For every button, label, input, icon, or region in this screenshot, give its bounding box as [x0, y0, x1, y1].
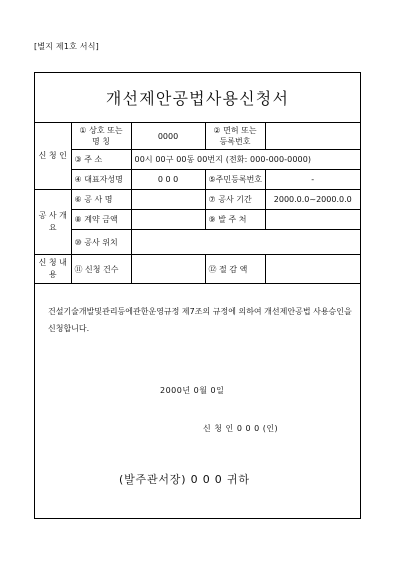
applicant-section-label: 신 청 인	[35, 123, 71, 190]
license-number-value[interactable]	[265, 123, 360, 150]
company-name-label	[71, 123, 131, 150]
application-date: 2000년 0월 0일	[160, 386, 225, 395]
company-name-label-line2: 명 칭	[92, 137, 110, 146]
ordering-agency-value[interactable]	[265, 210, 360, 230]
contract-amount-label: ⑧ 계약 금액	[71, 210, 131, 230]
ordering-agency-label: ⑨ 발 주 처	[205, 210, 265, 230]
construction-section-label: 공 사 개 요	[35, 190, 71, 255]
project-name-value[interactable]	[131, 190, 205, 210]
construction-location-value[interactable]	[131, 230, 360, 255]
construction-period-label: ⑦ 공사 기간	[205, 190, 265, 210]
savings-amount-label: ⑫ 절 감 액	[205, 255, 265, 284]
company-name-label-line1: ① 상호 또는	[79, 126, 123, 135]
license-number-label	[205, 123, 265, 150]
application-table	[35, 123, 360, 284]
applicant-signature: 신 청 인 0 0 0 (인)	[203, 424, 279, 433]
form-title: 개선제안공법사용신청서	[35, 73, 360, 123]
representative-label: ④ 대표자성명	[71, 170, 131, 190]
license-label-line2: 등록번호	[219, 137, 251, 146]
construction-period-value[interactable]: 2000.0.0~2000.0.0	[265, 190, 360, 210]
request-section-label: 신 청 내 용	[35, 255, 71, 284]
address-value[interactable]: 00시 00구 00동 00번지 (전화: 000-000-0000)	[131, 150, 360, 170]
resident-number-label: ⑤주민등록번호	[205, 170, 265, 190]
address-label: ③ 주 소	[71, 150, 131, 170]
resident-number-value[interactable]: -	[265, 170, 360, 190]
addressee: (발주관서장) 0 0 0 귀하	[119, 473, 250, 486]
project-name-label: ⑥ 공 사 명	[71, 190, 131, 210]
representative-value[interactable]: 0 0 0	[131, 170, 205, 190]
request-count-label: ⑪ 신청 건수	[71, 255, 131, 284]
request-statement: 건설기술개발및관리등에관한운영규정 제7조의 규정에 의하여 개선제안공법 사용승인을 신청합니다.	[48, 307, 352, 333]
savings-amount-value[interactable]	[265, 255, 360, 284]
contract-amount-value[interactable]	[131, 210, 205, 230]
license-label-line1: ② 면허 또는	[213, 126, 257, 135]
request-count-value[interactable]	[131, 255, 205, 284]
construction-location-label: ⑩ 공사 위치	[71, 230, 131, 255]
company-name-value[interactable]: 0000	[131, 123, 205, 150]
form-number-label: [별지 제1호 서식]	[34, 42, 99, 51]
